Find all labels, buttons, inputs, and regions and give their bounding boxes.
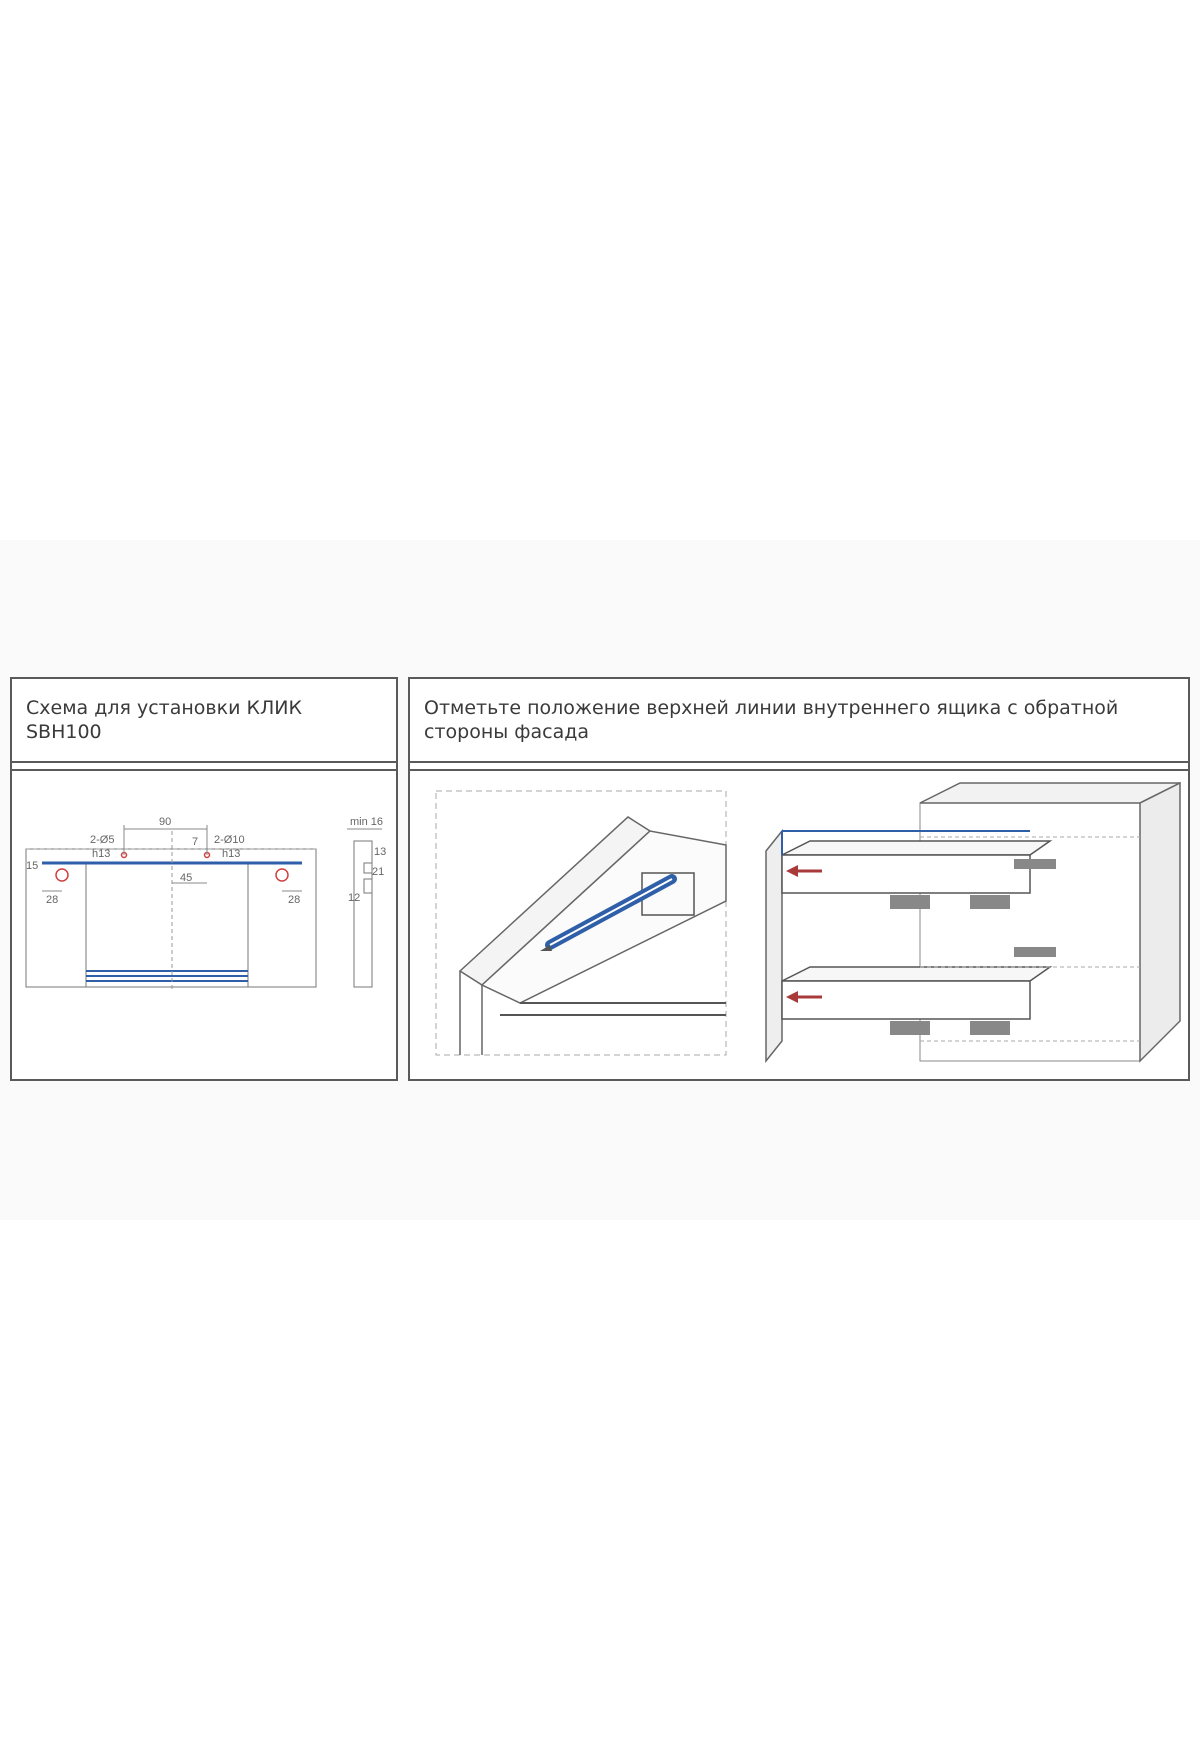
dim-hole-small-depth: h13 <box>92 848 111 860</box>
dim-hole-small: 2-Ø5 <box>90 834 115 846</box>
dim-7: 7 <box>192 836 199 848</box>
dim-hole-large: 2-Ø10 <box>214 834 245 846</box>
panel-body <box>410 769 1188 1079</box>
dim-21: 21 <box>372 866 385 878</box>
panel-body <box>12 769 396 1079</box>
instruction-panel <box>408 677 1190 1081</box>
installation-dimension-drawing <box>12 771 396 1081</box>
drawer-installation-illustration <box>410 771 1188 1081</box>
dim-hole-large-depth: h13 <box>222 848 241 860</box>
installation-scheme-panel <box>10 677 398 1081</box>
instruction-title: Отметьте положение верхней линии внутреннего ящика с обратной стороны фасада <box>424 697 1119 743</box>
panel-header <box>410 679 1188 763</box>
dim-12: 12 <box>348 892 361 904</box>
dim-13: 13 <box>374 846 387 858</box>
dim-15: 15 <box>26 860 39 872</box>
dim-45: 45 <box>180 872 193 884</box>
panel-header <box>12 679 396 763</box>
scheme-title: Схема для установки КЛИК SBH100 <box>26 697 302 743</box>
dim-min16: min 16 <box>350 816 384 828</box>
dim-90: 90 <box>159 816 172 828</box>
dim-28-left: 28 <box>46 894 59 906</box>
dim-28-right: 28 <box>288 894 301 906</box>
